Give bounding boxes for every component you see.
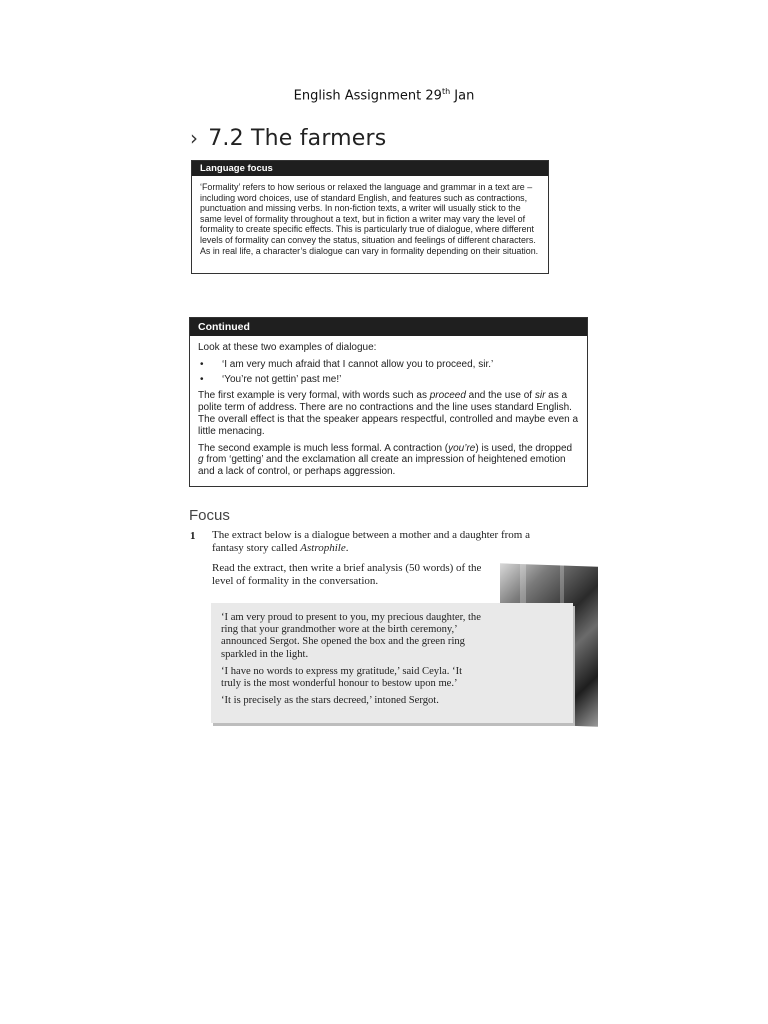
example-informal: ‘You’re not gettin’ past me!’ bbox=[222, 373, 342, 385]
emphasis-text: g bbox=[198, 454, 204, 466]
paragraph-text: and the use of bbox=[465, 390, 535, 402]
emphasis-text: proceed bbox=[429, 390, 466, 402]
extract-paragraph: ‘I am very proud to present to you, my precious daughter, the ring that your grandmother wore at the birth ceremony,’ announced Sergot. She opened the box and the green ring sparkled in the light. bbox=[221, 612, 481, 660]
extract-paragraph: ‘It is precisely as the stars decreed,’ intoned Sergot. bbox=[221, 695, 439, 707]
language-focus-box bbox=[191, 160, 549, 274]
continued-paragraph-2 bbox=[198, 443, 579, 478]
continued-heading: Continued bbox=[190, 318, 587, 336]
language-focus-body: ‘Formality’ refers to how serious or relaxed the language and grammar in a text are – including word choices, use of standard English, and features such as contractions, punctuation and missing verbs. In non-fiction texts, a writer will usually stick to the same level of formality throughout a text, but in fiction a writer may vary the level of formality to create specific effects. This is particularly true of dialogue, where different levels of formality can convey the status, situation and feelings of different characters. As in real life, a character’s dialogue can vary in formality depending on their situation. bbox=[200, 182, 539, 256]
continued-intro: Look at these two examples of dialogue: bbox=[198, 342, 377, 353]
example-formal: ‘I am very much afraid that I cannot allow you to proceed, sir.’ bbox=[222, 358, 494, 370]
continued-body bbox=[190, 336, 587, 478]
list-item bbox=[198, 359, 579, 371]
dialogue-examples-list bbox=[198, 359, 579, 386]
bullet-icon: • bbox=[200, 358, 204, 370]
story-title: Astrophile bbox=[300, 542, 346, 554]
paragraph-text: as a polite term of address. There are no contractions and the line uses standard English. The overall effect is that the speaker appears respectful, controlled and maybe even a little menacing. bbox=[198, 390, 579, 437]
continued-paragraph-1 bbox=[198, 390, 579, 437]
header-title-text: English Assignment 29 bbox=[293, 88, 442, 104]
section-title bbox=[190, 126, 386, 151]
dialogue-extract bbox=[211, 603, 573, 723]
emphasis-text: you’re bbox=[448, 442, 476, 454]
chevron-right-icon: › bbox=[190, 126, 199, 150]
paragraph-text: ) is used, the dropped bbox=[475, 442, 573, 454]
question-text-part: The extract below is a dialogue between a mother and a daughter from a fantasy story called bbox=[212, 529, 530, 554]
question-text-part: . bbox=[345, 542, 349, 554]
continued-box bbox=[189, 317, 588, 487]
paragraph-text: The first example is very formal, with words such as bbox=[198, 390, 430, 402]
section-title-text: 7.2 The farmers bbox=[208, 126, 387, 151]
paragraph-text: from ‘getting’ and the exclamation all create an impression of heightened emotion and a lack of control, or perhaps aggression. bbox=[198, 454, 566, 478]
language-focus-heading: Language focus bbox=[192, 161, 548, 176]
question-instruction: Read the extract, then write a brief analysis (50 words) of the level of formality in the conversation. bbox=[212, 562, 482, 587]
question-number: 1 bbox=[190, 530, 196, 542]
header-title-month: Jan bbox=[450, 88, 475, 104]
header-title-superscript: th bbox=[441, 87, 451, 96]
question-text bbox=[212, 529, 552, 555]
extract-paragraph: ‘I have no words to express my gratitude,’ said Ceyla. ‘It truly is the most wonderful honour to bestow upon me.’ bbox=[221, 665, 463, 690]
emphasis-text: sir bbox=[534, 390, 546, 402]
bullet-icon: • bbox=[200, 373, 204, 385]
document-header bbox=[0, 87, 768, 103]
focus-heading: Focus bbox=[189, 507, 230, 524]
list-item bbox=[198, 374, 579, 386]
paragraph-text: The second example is much less formal. A contraction ( bbox=[198, 442, 449, 454]
